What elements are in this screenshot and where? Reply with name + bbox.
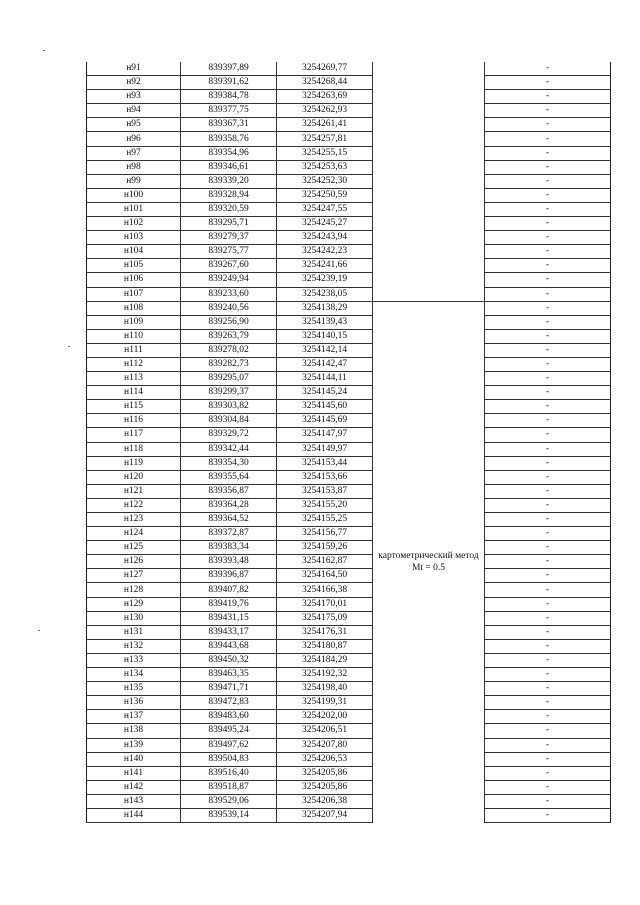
table-row <box>87 400 611 414</box>
point-id-cell: н99 <box>87 174 181 188</box>
method-cell-empty <box>373 146 485 160</box>
table-row <box>87 386 611 400</box>
table-row <box>87 583 611 597</box>
method-cell-empty <box>373 132 485 146</box>
point-id-cell: н127 <box>87 569 181 583</box>
point-id-cell: н108 <box>87 301 181 315</box>
accuracy-value-cell: - <box>485 414 611 428</box>
table-row <box>87 527 611 541</box>
table-row <box>87 752 611 766</box>
y-coordinate-cell: 3254205,86 <box>277 780 373 794</box>
table-row <box>87 414 611 428</box>
point-id-cell: н140 <box>87 752 181 766</box>
point-id-cell: н120 <box>87 470 181 484</box>
x-coordinate-cell: 839367,31 <box>181 118 277 132</box>
accuracy-value-cell: - <box>485 343 611 357</box>
point-id-cell: н122 <box>87 498 181 512</box>
accuracy-value-cell: - <box>485 808 611 822</box>
point-id-cell: н116 <box>87 414 181 428</box>
table-row <box>87 498 611 512</box>
method-cell-empty <box>373 202 485 216</box>
point-id-cell: н118 <box>87 442 181 456</box>
point-id-cell: н144 <box>87 808 181 822</box>
method-cell-empty <box>373 90 485 104</box>
accuracy-value-cell: - <box>485 541 611 555</box>
point-id-cell: н93 <box>87 90 181 104</box>
x-coordinate-cell: 839279,37 <box>181 231 277 245</box>
accuracy-value-cell: - <box>485 146 611 160</box>
method-cell-empty <box>373 174 485 188</box>
method-cell-empty <box>373 62 485 76</box>
point-id-cell: н142 <box>87 780 181 794</box>
point-id-cell: н95 <box>87 118 181 132</box>
table-row <box>87 231 611 245</box>
x-coordinate-cell: 839282,73 <box>181 357 277 371</box>
y-coordinate-cell: 3254170,01 <box>277 597 373 611</box>
table-row <box>87 428 611 442</box>
y-coordinate-cell: 3254176,31 <box>277 625 373 639</box>
point-id-cell: н96 <box>87 132 181 146</box>
point-id-cell: н132 <box>87 639 181 653</box>
method-cell-empty <box>373 76 485 90</box>
x-coordinate-cell: 839539,14 <box>181 808 277 822</box>
x-coordinate-cell: 839419,76 <box>181 597 277 611</box>
y-coordinate-cell: 3254250,59 <box>277 188 373 202</box>
method-cell-empty <box>373 160 485 174</box>
table-row <box>87 766 611 780</box>
method-cell-empty <box>373 259 485 273</box>
accuracy-value-cell: - <box>485 160 611 174</box>
point-id-cell: н109 <box>87 315 181 329</box>
accuracy-value-cell: - <box>485 639 611 653</box>
accuracy-value-cell: - <box>485 470 611 484</box>
table-row <box>87 668 611 682</box>
accuracy-value-cell: - <box>485 174 611 188</box>
point-id-cell: н136 <box>87 696 181 710</box>
table-row <box>87 682 611 696</box>
y-coordinate-cell: 3254207,80 <box>277 738 373 752</box>
x-coordinate-cell: 839329,72 <box>181 428 277 442</box>
x-coordinate-cell: 839249,94 <box>181 273 277 287</box>
table-row <box>87 442 611 456</box>
method-cell-empty <box>373 217 485 231</box>
table-row <box>87 287 611 301</box>
table-row <box>87 696 611 710</box>
x-coordinate-cell: 839364,52 <box>181 513 277 527</box>
table-row <box>87 202 611 216</box>
x-coordinate-cell: 839354,30 <box>181 456 277 470</box>
table-row <box>87 625 611 639</box>
y-coordinate-cell: 3254199,31 <box>277 696 373 710</box>
table-row <box>87 738 611 752</box>
accuracy-value-cell: - <box>485 315 611 329</box>
x-coordinate-cell: 839483,60 <box>181 710 277 724</box>
x-coordinate-cell: 839342,44 <box>181 442 277 456</box>
x-coordinate-cell: 839328,94 <box>181 188 277 202</box>
accuracy-value-cell: - <box>485 456 611 470</box>
table-row <box>87 597 611 611</box>
y-coordinate-cell: 3254153,87 <box>277 484 373 498</box>
point-id-cell: н115 <box>87 400 181 414</box>
accuracy-value-cell: - <box>485 766 611 780</box>
method-cell-empty <box>373 273 485 287</box>
accuracy-value-cell: - <box>485 357 611 371</box>
accuracy-value-cell: - <box>485 668 611 682</box>
x-coordinate-cell: 839295,07 <box>181 372 277 386</box>
method-cell-empty <box>373 118 485 132</box>
table-row <box>87 104 611 118</box>
point-id-cell: н121 <box>87 484 181 498</box>
table-row <box>87 372 611 386</box>
y-coordinate-cell: 3254140,15 <box>277 329 373 343</box>
method-cell-empty <box>373 245 485 259</box>
coordinates-table-sheet <box>86 62 610 823</box>
accuracy-value-cell: - <box>485 682 611 696</box>
scan-speck <box>38 630 40 631</box>
point-id-cell: н114 <box>87 386 181 400</box>
x-coordinate-cell: 839397,89 <box>181 62 277 76</box>
point-id-cell: н104 <box>87 245 181 259</box>
table-row <box>87 343 611 357</box>
point-id-cell: н141 <box>87 766 181 780</box>
point-id-cell: н98 <box>87 160 181 174</box>
x-coordinate-cell: 839443,68 <box>181 639 277 653</box>
y-coordinate-cell: 3254206,51 <box>277 724 373 738</box>
y-coordinate-cell: 3254180,87 <box>277 639 373 653</box>
table-row <box>87 794 611 808</box>
x-coordinate-cell: 839358,76 <box>181 132 277 146</box>
accuracy-value-cell: - <box>485 287 611 301</box>
y-coordinate-cell: 3254162,87 <box>277 555 373 569</box>
point-id-cell: н124 <box>87 527 181 541</box>
y-coordinate-cell: 3254255,15 <box>277 146 373 160</box>
x-coordinate-cell: 839355,64 <box>181 470 277 484</box>
x-coordinate-cell: 839431,15 <box>181 611 277 625</box>
accuracy-value-cell: - <box>485 90 611 104</box>
table-row <box>87 329 611 343</box>
x-coordinate-cell: 839364,28 <box>181 498 277 512</box>
y-coordinate-cell: 3254159,26 <box>277 541 373 555</box>
point-id-cell: н91 <box>87 62 181 76</box>
x-coordinate-cell: 839463,35 <box>181 668 277 682</box>
x-coordinate-cell: 839377,75 <box>181 104 277 118</box>
y-coordinate-cell: 3254261,41 <box>277 118 373 132</box>
point-id-cell: н143 <box>87 794 181 808</box>
point-id-cell: н139 <box>87 738 181 752</box>
accuracy-value-cell: - <box>485 273 611 287</box>
accuracy-value-cell: - <box>485 597 611 611</box>
x-coordinate-cell: 839256,90 <box>181 315 277 329</box>
scan-speck <box>68 346 70 347</box>
x-coordinate-cell: 839354,96 <box>181 146 277 160</box>
y-coordinate-cell: 3254175,09 <box>277 611 373 625</box>
y-coordinate-cell: 3254206,53 <box>277 752 373 766</box>
point-id-cell: н125 <box>87 541 181 555</box>
method-cell-empty <box>373 287 485 301</box>
accuracy-value-cell: - <box>485 442 611 456</box>
x-coordinate-cell: 839372,87 <box>181 527 277 541</box>
y-coordinate-cell: 3254253,63 <box>277 160 373 174</box>
point-id-cell: н103 <box>87 231 181 245</box>
y-coordinate-cell: 3254241,66 <box>277 259 373 273</box>
table-row <box>87 315 611 329</box>
x-coordinate-cell: 839233,60 <box>181 287 277 301</box>
point-id-cell: н101 <box>87 202 181 216</box>
y-coordinate-cell: 3254149,97 <box>277 442 373 456</box>
point-id-cell: н107 <box>87 287 181 301</box>
method-cell: картометрический метод Mt = 0.5 <box>373 301 485 822</box>
y-coordinate-cell: 3254198,40 <box>277 682 373 696</box>
point-id-cell: н128 <box>87 583 181 597</box>
y-coordinate-cell: 3254153,44 <box>277 456 373 470</box>
accuracy-value-cell: - <box>485 583 611 597</box>
accuracy-value-cell: - <box>485 625 611 639</box>
point-id-cell: н134 <box>87 668 181 682</box>
x-coordinate-cell: 839303,82 <box>181 400 277 414</box>
accuracy-value-cell: - <box>485 301 611 315</box>
x-coordinate-cell: 839516,40 <box>181 766 277 780</box>
table-row <box>87 639 611 653</box>
y-coordinate-cell: 3254238,05 <box>277 287 373 301</box>
table-row <box>87 217 611 231</box>
point-id-cell: н97 <box>87 146 181 160</box>
point-id-cell: н112 <box>87 357 181 371</box>
point-id-cell: н100 <box>87 188 181 202</box>
accuracy-value-cell: - <box>485 696 611 710</box>
x-coordinate-cell: 839433,17 <box>181 625 277 639</box>
accuracy-value-cell: - <box>485 76 611 90</box>
accuracy-value-cell: - <box>485 217 611 231</box>
x-coordinate-cell: 839384,78 <box>181 90 277 104</box>
table-row <box>87 76 611 90</box>
y-coordinate-cell: 3254247,55 <box>277 202 373 216</box>
accuracy-value-cell: - <box>485 780 611 794</box>
accuracy-value-cell: - <box>485 724 611 738</box>
y-coordinate-cell: 3254138,29 <box>277 301 373 315</box>
y-coordinate-cell: 3254144,11 <box>277 372 373 386</box>
x-coordinate-cell: 839472,83 <box>181 696 277 710</box>
y-coordinate-cell: 3254239,19 <box>277 273 373 287</box>
point-id-cell: н138 <box>87 724 181 738</box>
y-coordinate-cell: 3254257,81 <box>277 132 373 146</box>
point-id-cell: н113 <box>87 372 181 386</box>
accuracy-value-cell: - <box>485 132 611 146</box>
x-coordinate-cell: 839299,37 <box>181 386 277 400</box>
scan-speck <box>43 50 45 51</box>
point-id-cell: н92 <box>87 76 181 90</box>
table-row <box>87 90 611 104</box>
accuracy-value-cell: - <box>485 794 611 808</box>
table-body <box>87 62 611 823</box>
accuracy-value-cell: - <box>485 555 611 569</box>
table-row <box>87 541 611 555</box>
x-coordinate-cell: 839391,62 <box>181 76 277 90</box>
point-id-cell: н131 <box>87 625 181 639</box>
y-coordinate-cell: 3254245,27 <box>277 217 373 231</box>
x-coordinate-cell: 839275,77 <box>181 245 277 259</box>
y-coordinate-cell: 3254205,86 <box>277 766 373 780</box>
table-row <box>87 301 611 315</box>
table-row <box>87 118 611 132</box>
y-coordinate-cell: 3254202,00 <box>277 710 373 724</box>
point-id-cell: н135 <box>87 682 181 696</box>
point-id-cell: н117 <box>87 428 181 442</box>
accuracy-value-cell: - <box>485 231 611 245</box>
method-cell-empty <box>373 188 485 202</box>
x-coordinate-cell: 839396,87 <box>181 569 277 583</box>
y-coordinate-cell: 3254242,23 <box>277 245 373 259</box>
accuracy-value-cell: - <box>485 498 611 512</box>
table-row <box>87 484 611 498</box>
y-coordinate-cell: 3254142,14 <box>277 343 373 357</box>
accuracy-value-cell: - <box>485 259 611 273</box>
table-row <box>87 188 611 202</box>
x-coordinate-cell: 839383,34 <box>181 541 277 555</box>
x-coordinate-cell: 839278,02 <box>181 343 277 357</box>
x-coordinate-cell: 839304,84 <box>181 414 277 428</box>
point-id-cell: н119 <box>87 456 181 470</box>
point-id-cell: н137 <box>87 710 181 724</box>
point-id-cell: н123 <box>87 513 181 527</box>
y-coordinate-cell: 3254155,20 <box>277 498 373 512</box>
accuracy-value-cell: - <box>485 752 611 766</box>
x-coordinate-cell: 839529,06 <box>181 794 277 808</box>
accuracy-value-cell: - <box>485 527 611 541</box>
x-coordinate-cell: 839320,59 <box>181 202 277 216</box>
table-row <box>87 513 611 527</box>
accuracy-value-cell: - <box>485 104 611 118</box>
point-id-cell: н126 <box>87 555 181 569</box>
x-coordinate-cell: 839240,56 <box>181 301 277 315</box>
table-row <box>87 780 611 794</box>
x-coordinate-cell: 839497,62 <box>181 738 277 752</box>
accuracy-value-cell: - <box>485 118 611 132</box>
point-id-cell: н106 <box>87 273 181 287</box>
x-coordinate-cell: 839339,20 <box>181 174 277 188</box>
table-row <box>87 146 611 160</box>
method-cell-empty <box>373 104 485 118</box>
table-row <box>87 273 611 287</box>
y-coordinate-cell: 3254164,50 <box>277 569 373 583</box>
table-row <box>87 569 611 583</box>
accuracy-value-cell: - <box>485 611 611 625</box>
y-coordinate-cell: 3254147,97 <box>277 428 373 442</box>
point-id-cell: н110 <box>87 329 181 343</box>
y-coordinate-cell: 3254145,24 <box>277 386 373 400</box>
accuracy-value-cell: - <box>485 62 611 76</box>
table-row <box>87 808 611 822</box>
table-row <box>87 62 611 76</box>
y-coordinate-cell: 3254262,93 <box>277 104 373 118</box>
accuracy-value-cell: - <box>485 245 611 259</box>
accuracy-value-cell: - <box>485 738 611 752</box>
y-coordinate-cell: 3254166,38 <box>277 583 373 597</box>
x-coordinate-cell: 839407,82 <box>181 583 277 597</box>
table-row <box>87 174 611 188</box>
accuracy-value-cell: - <box>485 329 611 343</box>
point-id-cell: н102 <box>87 217 181 231</box>
table-row <box>87 132 611 146</box>
accuracy-value-cell: - <box>485 653 611 667</box>
table-row <box>87 470 611 484</box>
accuracy-value-cell: - <box>485 202 611 216</box>
table-row <box>87 653 611 667</box>
accuracy-value-cell: - <box>485 400 611 414</box>
y-coordinate-cell: 3254263,69 <box>277 90 373 104</box>
y-coordinate-cell: 3254206,38 <box>277 794 373 808</box>
x-coordinate-cell: 839295,71 <box>181 217 277 231</box>
coordinates-table <box>86 62 611 823</box>
table-row <box>87 259 611 273</box>
y-coordinate-cell: 3254252,30 <box>277 174 373 188</box>
accuracy-value-cell: - <box>485 484 611 498</box>
y-coordinate-cell: 3254207,94 <box>277 808 373 822</box>
table-row <box>87 710 611 724</box>
y-coordinate-cell: 3254139,43 <box>277 315 373 329</box>
table-row <box>87 245 611 259</box>
y-coordinate-cell: 3254145,60 <box>277 400 373 414</box>
table-row <box>87 160 611 174</box>
y-coordinate-cell: 3254192,32 <box>277 668 373 682</box>
x-coordinate-cell: 839346,61 <box>181 160 277 174</box>
table-row <box>87 456 611 470</box>
x-coordinate-cell: 839267,60 <box>181 259 277 273</box>
y-coordinate-cell: 3254184,29 <box>277 653 373 667</box>
accuracy-value-cell: - <box>485 569 611 583</box>
table-row <box>87 357 611 371</box>
accuracy-value-cell: - <box>485 386 611 400</box>
x-coordinate-cell: 839518,87 <box>181 780 277 794</box>
y-coordinate-cell: 3254156,77 <box>277 527 373 541</box>
y-coordinate-cell: 3254145,69 <box>277 414 373 428</box>
table-row <box>87 611 611 625</box>
point-id-cell: н94 <box>87 104 181 118</box>
y-coordinate-cell: 3254269,77 <box>277 62 373 76</box>
x-coordinate-cell: 839471,71 <box>181 682 277 696</box>
accuracy-value-cell: - <box>485 372 611 386</box>
y-coordinate-cell: 3254142,47 <box>277 357 373 371</box>
table-row <box>87 724 611 738</box>
y-coordinate-cell: 3254268,44 <box>277 76 373 90</box>
accuracy-value-cell: - <box>485 513 611 527</box>
method-cell-empty <box>373 231 485 245</box>
accuracy-value-cell: - <box>485 188 611 202</box>
point-id-cell: н111 <box>87 343 181 357</box>
point-id-cell: н105 <box>87 259 181 273</box>
point-id-cell: н129 <box>87 597 181 611</box>
y-coordinate-cell: 3254243,94 <box>277 231 373 245</box>
y-coordinate-cell: 3254155,25 <box>277 513 373 527</box>
x-coordinate-cell: 839263,79 <box>181 329 277 343</box>
accuracy-value-cell: - <box>485 428 611 442</box>
x-coordinate-cell: 839393,48 <box>181 555 277 569</box>
x-coordinate-cell: 839504,83 <box>181 752 277 766</box>
x-coordinate-cell: 839495,24 <box>181 724 277 738</box>
point-id-cell: н133 <box>87 653 181 667</box>
table-row <box>87 555 611 569</box>
x-coordinate-cell: 839450,32 <box>181 653 277 667</box>
accuracy-value-cell: - <box>485 710 611 724</box>
x-coordinate-cell: 839356,87 <box>181 484 277 498</box>
y-coordinate-cell: 3254153,66 <box>277 470 373 484</box>
point-id-cell: н130 <box>87 611 181 625</box>
